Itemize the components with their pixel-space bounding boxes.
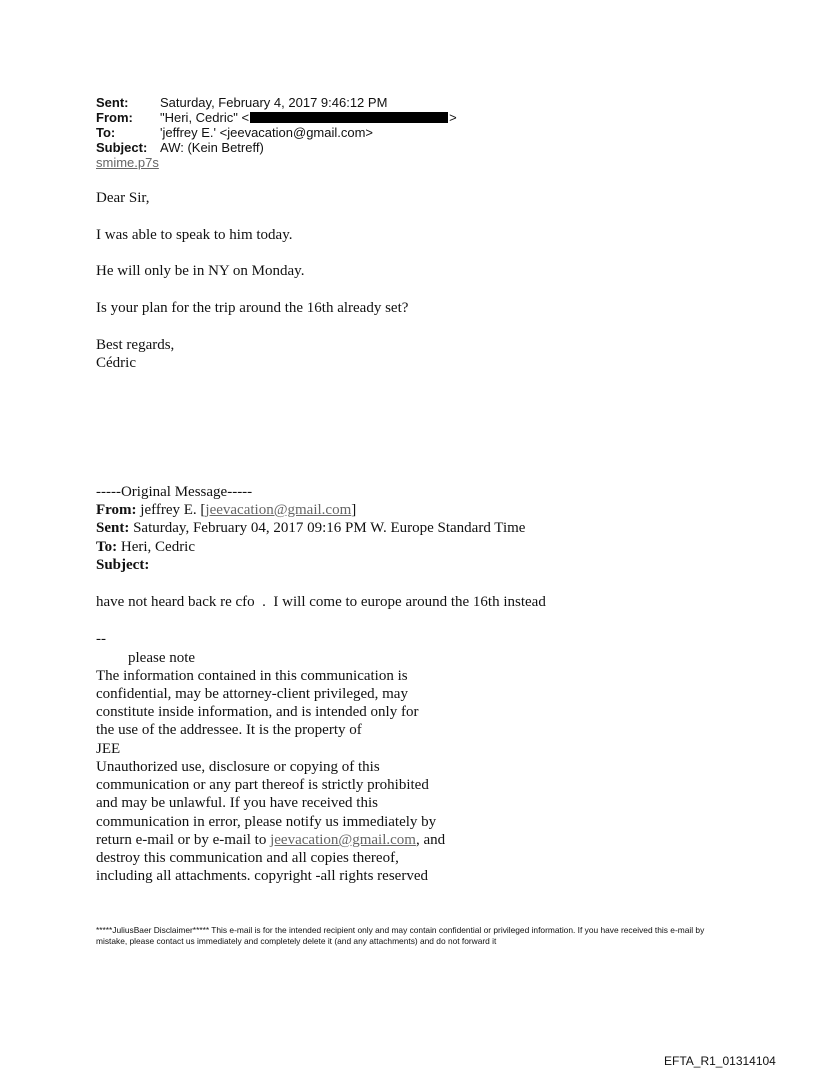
juliusbaer-disclaimer: *****JuliusBaer Disclaimer***** This e-mail is for the intended recipient only and may contain confidential or privileged information. If you have received this e-mail by mistake, please contact us immediately and completely delete it (and any attachments) and do not forward it (96, 925, 705, 946)
original-sent-value: Saturday, February 04, 2017 09:16 PM W. Europe Standard Time (133, 520, 526, 536)
notice-return-line (96, 832, 445, 849)
notice-line: confidential, may be attorney-client privileged, may (96, 686, 408, 702)
from-value (160, 110, 457, 125)
to-label: To: (96, 125, 116, 140)
original-sent-label: Sent: (96, 520, 130, 536)
subject-label: Subject: (96, 140, 148, 155)
original-separator: -----Original Message----- (96, 484, 253, 500)
to-value: 'jeffrey E.' <jeevacation@gmail.com> (160, 125, 374, 140)
original-from-email[interactable]: jeevacation@gmail.com (205, 502, 352, 518)
original-from-label: From: (96, 502, 137, 518)
signature: Cédric (96, 355, 136, 371)
notice-return-suffix: , and (415, 832, 446, 848)
original-from-row (96, 502, 356, 519)
note-title: please note (128, 650, 196, 666)
notice-line: Unauthorized use, disclosure or copying of this (96, 759, 380, 775)
original-from-name: jeffrey E. [ (140, 502, 206, 518)
from-row (96, 110, 457, 125)
notice-line: the use of the addressee. It is the property of (96, 722, 362, 738)
to-row (96, 125, 457, 140)
notice-line: including all attachments. copyright -all rights reserved (96, 868, 428, 884)
notice-line: communication or any part thereof is strictly prohibited (96, 777, 429, 793)
from-label: From: (96, 110, 133, 125)
attachment-row (96, 155, 457, 170)
redaction-bar (250, 112, 448, 123)
notice-line: constitute inside information, and is intended only for (96, 704, 419, 720)
original-to-label: To: (96, 539, 118, 555)
notice-line: communication in error, please notify us immediately by (96, 814, 437, 830)
bates-number: EFTA_R1_01314104 (664, 1054, 776, 1068)
original-to-value: Heri, Cedric (120, 539, 196, 555)
original-subject-label: Subject: (96, 557, 150, 573)
sent-label: Sent: (96, 95, 129, 110)
original-from-close: ] (351, 502, 357, 518)
greeting: Dear Sir, (96, 190, 150, 206)
from-close: > (449, 110, 457, 125)
notice-line: JEE (96, 741, 121, 757)
signature-dashes: -- (96, 631, 106, 647)
original-message: have not heard back re cfo . I will come to europe around the 16th instead (96, 594, 546, 610)
body-paragraph-3: Is your plan for the trip around the 16th already set? (96, 300, 409, 316)
from-name: "Heri, Cedric" < (160, 110, 250, 125)
notice-line: and may be unlawful. If you have received this (96, 795, 378, 811)
sent-row (96, 95, 457, 110)
sent-value: Saturday, February 4, 2017 9:46:12 PM (160, 95, 388, 110)
email-header (96, 95, 457, 170)
original-subject-row (96, 557, 149, 574)
notice-return-email[interactable]: jeevacation@gmail.com (270, 832, 416, 848)
notice-return-prefix: return e-mail or by e-mail to (96, 832, 271, 848)
notice-line: destroy this communication and all copies thereof, (96, 850, 399, 866)
notice-line: The information contained in this communication is (96, 668, 408, 684)
original-sent-row (96, 520, 525, 537)
original-to-row (96, 539, 195, 556)
subject-row (96, 140, 457, 155)
closing: Best regards, (96, 337, 175, 353)
body-paragraph-1: I was able to speak to him today. (96, 227, 293, 243)
attachment-link[interactable]: smime.p7s (96, 155, 159, 170)
subject-value: AW: (Kein Betreff) (160, 140, 264, 155)
body-paragraph-2: He will only be in NY on Monday. (96, 263, 305, 279)
